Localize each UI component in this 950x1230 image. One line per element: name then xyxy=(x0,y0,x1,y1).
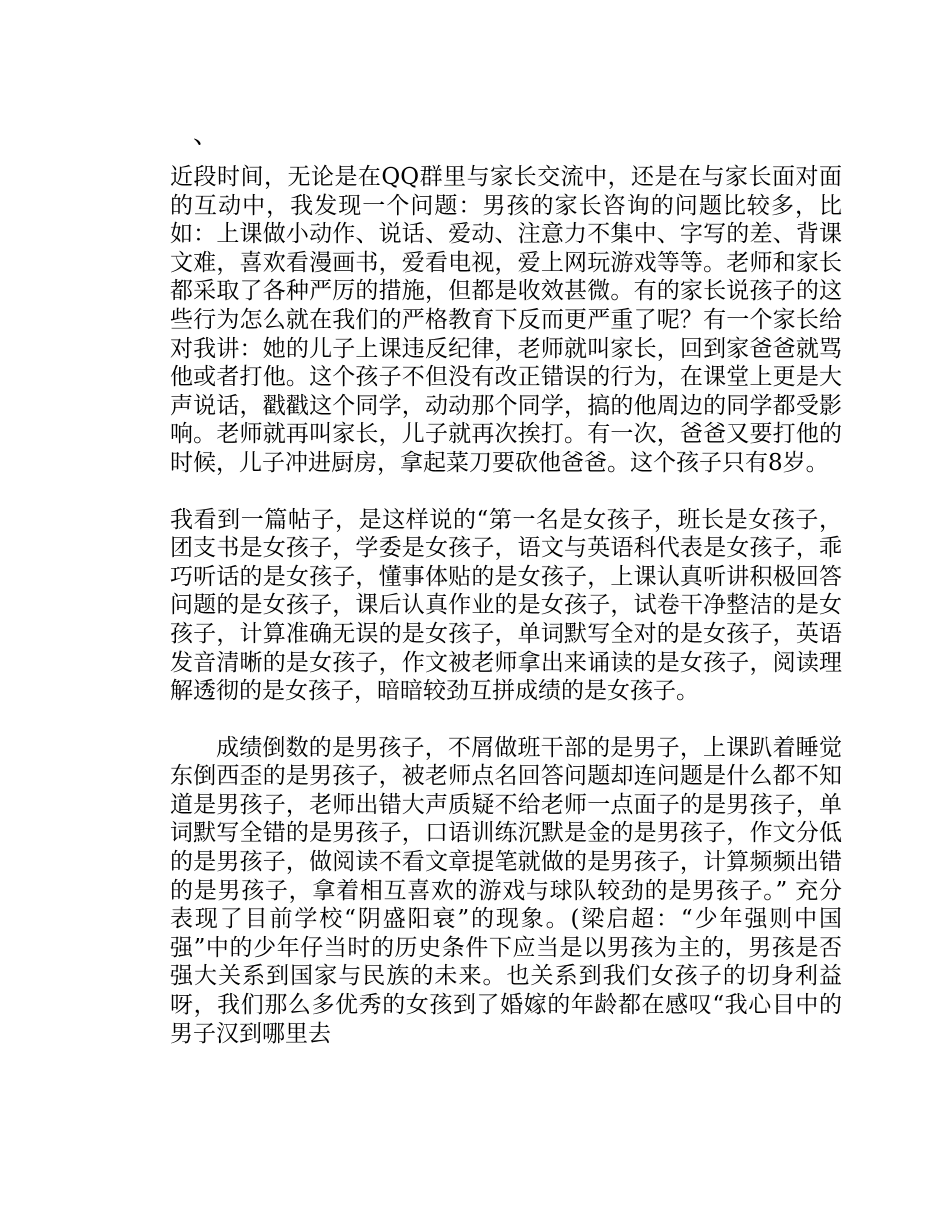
paragraph-1: 近段时间，无论是在QQ群里与家长交流中，还是在与家长面对面的互动中，我发现一个问题：男孩的家长咨询的问题比较多，比如：上课做小动作、说话、爱动、注意力不集中、字写的差、背课文难，喜欢看漫画书，爱看电视，爱上网玩游戏等等。老师和家长都采取了各种严厉的措施，但都是收效甚微。有的家长说孩子的这些行为怎么就在我们的严格教育下反而更严重了呢？有一个家长给对我讲：她的儿子上课违反纪律，老师就叫家长，回到家爸爸就骂他或者打他。这个孩子不但没有改正错误的行为，在课堂上更是大声说话，戳戳这个同学，动动那个同学，搞的他周边的同学都受影响。老师就再叫家长，儿子就再次挨打。有一次，爸爸又要打他的时候，儿子冲进厨房，拿起菜刀要砍他爸爸。这个孩子只有8岁。 xyxy=(170,164,842,476)
paragraph-2: 我看到一篇帖子，是这样说的“第一名是女孩子，班长是女孩子，团支书是女孩子，学委是女孩子，语文与英语科代表是女孩子，乖巧听话的是女孩子，懂事体贴的是女孩子，上课认真听讲积极回答问题的是女孩子，课后认真作业的是女孩子，试卷干净整洁的是女孩子，计算准确无误的是女孩子，单词默写全对的是女孩子，英语发音清晰的是女孩子，作文被老师拿出来诵读的是女孩子，阅读理解透彻的是女孩子，暗暗较劲互拼成绩的是女孩子。 xyxy=(170,506,842,705)
body-text xyxy=(170,163,842,1048)
paragraph-3: 成绩倒数的是男孩子，不屑做班干部的是男子，上课趴着睡觉东倒西歪的是男孩子，被老师点名回答问题却连问题是什么都不知道是男孩子，老师出错大声质疑不给老师一点面子的是男孩子，单词默写全错的是男孩子，口语训练沉默是金的是男孩子，作文分低的是男孩子，做阅读不看文章提笔就做的是男孩子，计算频频出错的是男孩子，拿着相互喜欢的游戏与球队较劲的是男孩子。” 充分表现了目前学校“阴盛阳衰”的现象。(梁启超：“少年强则中国强”中的少年仔当时的历史条件下应当是以男孩为主的，男孩是否强大关系到国家与民族的未来。也关系到我们女孩子的切身利益呀，我们那么多优秀的女孩到了婚嫁的年龄都在感叹“我心目中的男子汉到哪里去 xyxy=(170,734,842,1047)
top-punctuation-mark: 、 xyxy=(193,120,220,150)
